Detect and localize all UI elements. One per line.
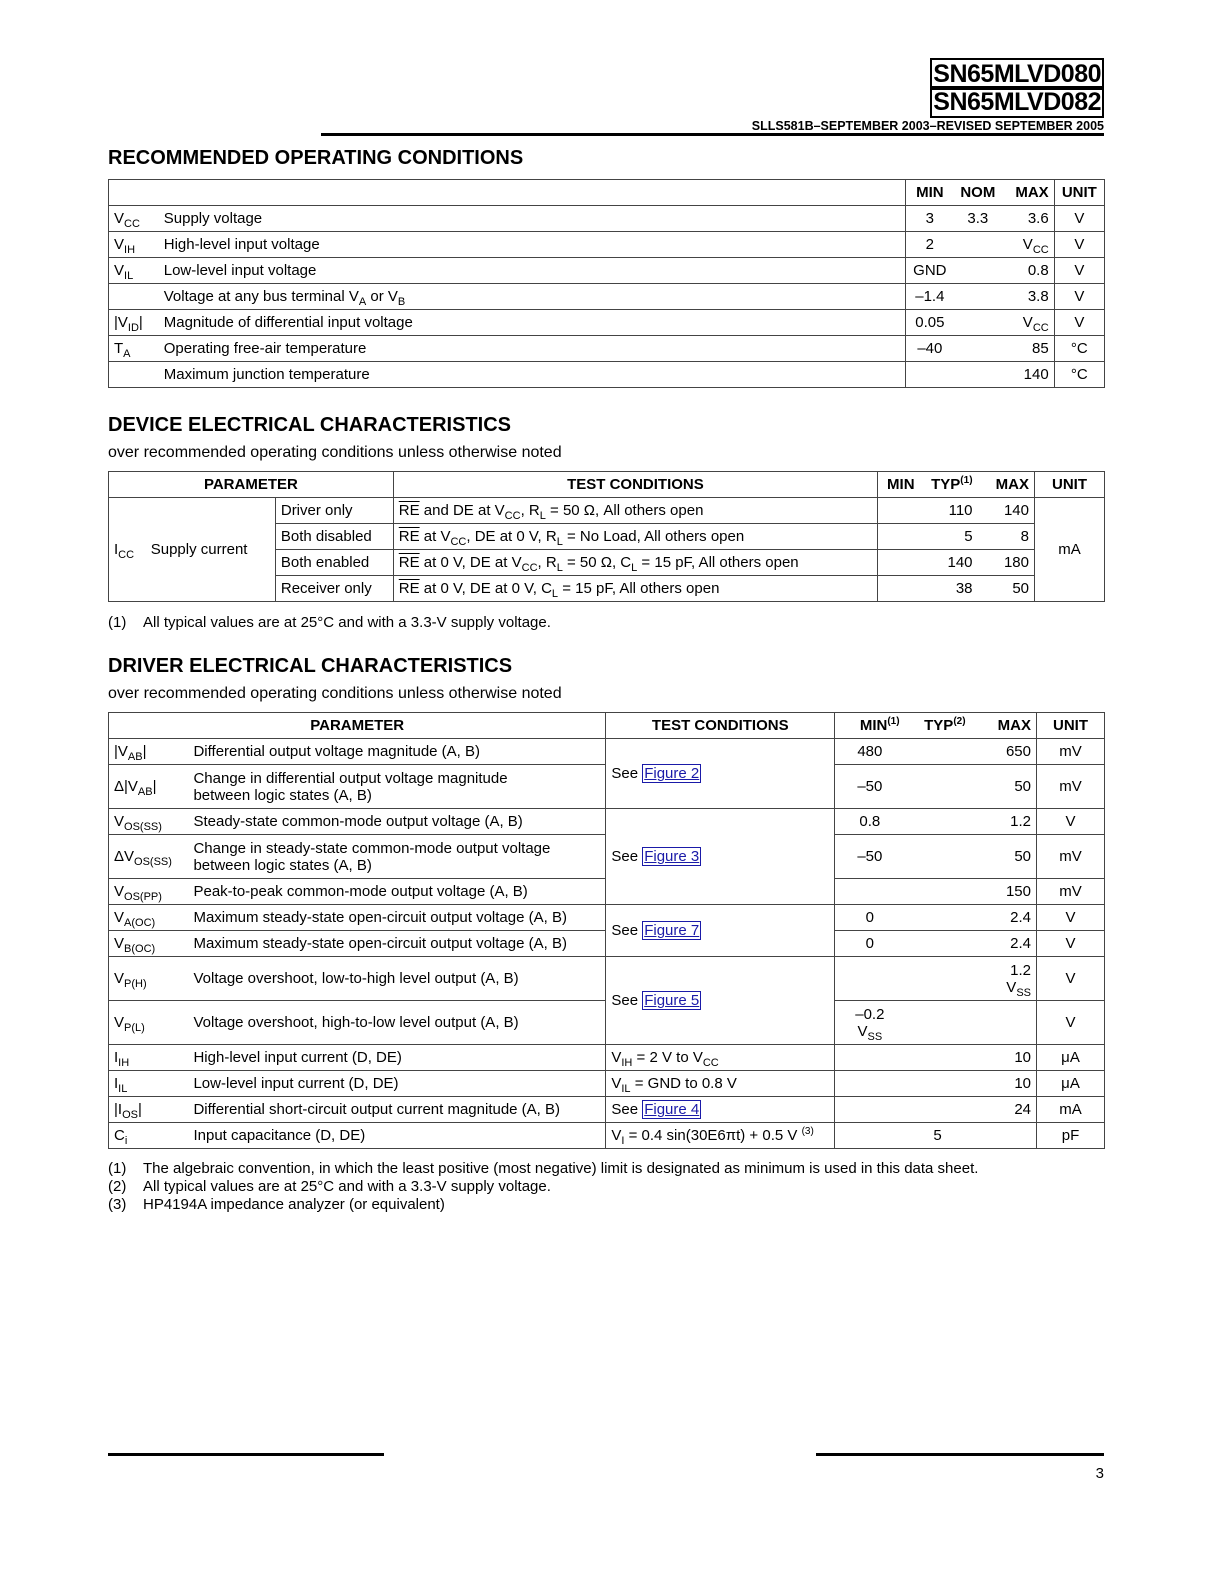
drv-min: 0 <box>835 905 905 931</box>
drv-typ <box>905 957 971 1001</box>
drv-description: Change in steady-state common-mode output voltage between logic states (A, B) <box>188 835 605 879</box>
roc-nom <box>954 258 1002 284</box>
drv-description: Steady-state common-mode output voltage (A, B) <box>188 809 605 835</box>
header-rule <box>321 133 1104 136</box>
roc-description: Supply voltage <box>159 206 906 232</box>
drv-condition: $V_{IL}$ = GND to 0.8 V <box>606 1071 835 1097</box>
table-row <box>109 1123 1105 1149</box>
drv-max: 10 <box>971 1071 1037 1097</box>
drv-unit: mV <box>1037 879 1105 905</box>
dev-condition: $\overline{RE}$ and DE at $V_{CC}$, $R_L = 50$ Ω, All others open <box>393 498 877 524</box>
drv-description: Maximum steady-state open-circuit output voltage (A, B) <box>188 905 605 931</box>
drv-symbol: $V_{A(OC)}$ <box>109 905 189 931</box>
dev-max: 50 <box>978 576 1035 602</box>
part-number-2: SN65MLVD082 <box>930 86 1104 118</box>
table-row <box>109 498 1105 524</box>
drv-description: Differential output voltage magnitude (A, B) <box>188 739 605 765</box>
roc-min: 3 <box>905 206 953 232</box>
drv-header-parameter: PARAMETER <box>109 713 606 739</box>
drv-condition: See Figure 5 <box>606 957 835 1045</box>
table-row <box>109 1097 1105 1123</box>
footer-rule-right <box>816 1453 1104 1456</box>
drv-min: –50 <box>835 835 905 879</box>
drv-typ <box>905 809 971 835</box>
dev-table <box>108 471 1105 602</box>
dev-mode: Both enabled <box>275 550 393 576</box>
drv-header-unit: UNIT <box>1037 713 1105 739</box>
drv-subtitle: over recommended operating conditions unless otherwise noted <box>108 685 562 702</box>
dev-typ: 110 <box>920 498 978 524</box>
drv-max: 2.4 <box>971 931 1037 957</box>
drv-unit: V <box>1037 905 1105 931</box>
table-row <box>109 809 1105 835</box>
drv-header-min: MIN$^{(1)}$ <box>835 713 905 739</box>
drv-typ <box>905 835 971 879</box>
drv-description: Differential short-circuit output current magnitude (A, B) <box>188 1097 605 1123</box>
roc-max: 3.6 <box>1002 206 1054 232</box>
drv-symbol: $|I_{OS}|$ <box>109 1097 189 1123</box>
roc-max: $V_{CC}$ <box>1002 310 1054 336</box>
drv-description: Voltage overshoot, low-to-high level output (A, B) <box>188 957 605 1001</box>
roc-symbol: $T_A$ <box>109 336 159 362</box>
roc-description: Voltage at any bus terminal $V_A$ or $V_B$ <box>159 284 906 310</box>
drv-min: 480 <box>835 739 905 765</box>
dev-typ: 5 <box>920 524 978 550</box>
drv-condition: See Figure 7 <box>606 905 835 957</box>
roc-max: 85 <box>1002 336 1054 362</box>
drv-unit: V <box>1037 809 1105 835</box>
drv-title: DRIVER ELECTRICAL CHARACTERISTICS <box>108 655 513 677</box>
drv-description: Low-level input current (D, DE) <box>188 1071 605 1097</box>
drv-unit: mV <box>1037 765 1105 809</box>
dev-header-unit: UNIT <box>1035 472 1105 498</box>
drv-typ <box>905 1045 971 1071</box>
roc-header-max: MAX <box>1002 180 1054 206</box>
roc-symbol: $V_{IL}$ <box>109 258 159 284</box>
drv-footnote: (1) The algebraic convention, in which the least positive (most negative) limit is designated as minimum is used in this data sheet. <box>108 1160 979 1177</box>
drv-symbol: $\Delta V_{OS(SS)}$ <box>109 835 189 879</box>
table-row <box>109 1071 1105 1097</box>
dev-footnote: (1) All typical values are at 25°C and with a 3.3-V supply voltage. <box>108 614 551 631</box>
roc-header-min: MIN <box>905 180 953 206</box>
roc-nom <box>954 232 1002 258</box>
dev-header-max: MAX <box>978 472 1035 498</box>
roc-min: –40 <box>905 336 953 362</box>
roc-min: 2 <box>905 232 953 258</box>
figure-3-link[interactable]: Figure 3 <box>644 848 700 865</box>
drv-max <box>971 1001 1037 1045</box>
table-row <box>109 232 1105 258</box>
drv-typ <box>905 765 971 809</box>
roc-symbol: $V_{IH}$ <box>109 232 159 258</box>
dev-unit: mA <box>1035 498 1105 602</box>
roc-description: Operating free-air temperature <box>159 336 906 362</box>
dev-mode: Driver only <box>275 498 393 524</box>
roc-unit: V <box>1054 258 1104 284</box>
drv-symbol: $V_{P(H)}$ <box>109 957 189 1001</box>
dev-min <box>878 498 920 524</box>
drv-max: 50 <box>971 835 1037 879</box>
dev-max: 140 <box>978 498 1035 524</box>
drv-symbol: $V_{OS(SS)}$ <box>109 809 189 835</box>
page-number: 3 <box>1095 1465 1104 1482</box>
dev-mode: Both disabled <box>275 524 393 550</box>
drv-typ <box>905 905 971 931</box>
drv-footnote: (2) All typical values are at 25°C and with a 3.3-V supply voltage. <box>108 1178 551 1195</box>
figure-5-link[interactable]: Figure 5 <box>644 992 700 1009</box>
roc-symbol: $|V_{ID}|$ <box>109 310 159 336</box>
roc-max: 3.8 <box>1002 284 1054 310</box>
figure-2-link[interactable]: Figure 2 <box>644 765 700 782</box>
table-row <box>109 258 1105 284</box>
drv-header-test: TEST CONDITIONS <box>606 713 835 739</box>
roc-nom <box>954 336 1002 362</box>
dev-min <box>878 524 920 550</box>
drv-min <box>835 1097 905 1123</box>
table-row <box>109 905 1105 931</box>
dev-min <box>878 576 920 602</box>
dev-subtitle: over recommended operating conditions unless otherwise noted <box>108 444 562 461</box>
figure-7-link[interactable]: Figure 7 <box>644 922 700 939</box>
dev-header-typ: TYP$^{(1)}$ <box>920 472 978 498</box>
drv-unit: mV <box>1037 835 1105 879</box>
dev-header-min: MIN <box>878 472 920 498</box>
roc-min <box>905 362 953 388</box>
table-row <box>109 206 1105 232</box>
dev-title: DEVICE ELECTRICAL CHARACTERISTICS <box>108 414 511 436</box>
drv-unit: V <box>1037 957 1105 1001</box>
drv-description: Change in differential output voltage magnitude between logic states (A, B) <box>188 765 605 809</box>
drv-max: 2.4 <box>971 905 1037 931</box>
roc-table <box>108 179 1105 388</box>
dev-condition: $\overline{RE}$ at 0 V, DE at 0 V, $C_L = 15$ pF, All others open <box>393 576 877 602</box>
roc-unit: V <box>1054 310 1104 336</box>
drv-condition: See Figure 4 <box>606 1097 835 1123</box>
drv-symbol: $|V_{AB}|$ <box>109 739 189 765</box>
roc-description: Maximum junction temperature <box>159 362 906 388</box>
dev-condition: $\overline{RE}$ at 0 V, DE at $V_{CC}$, $R_L = 50$ Ω, $C_L = 15$ pF, All others open <box>393 550 877 576</box>
roc-description: Magnitude of differential input voltage <box>159 310 906 336</box>
table-row <box>109 336 1105 362</box>
drv-min <box>835 1045 905 1071</box>
dev-min <box>878 550 920 576</box>
drv-min <box>835 957 905 1001</box>
roc-symbol: $V_{CC}$ <box>109 206 159 232</box>
dev-typ: 38 <box>920 576 978 602</box>
drv-typ <box>905 1071 971 1097</box>
dev-header-parameter: PARAMETER <box>109 472 394 498</box>
roc-nom <box>954 284 1002 310</box>
roc-symbol <box>109 362 159 388</box>
drv-min: 0.8 <box>835 809 905 835</box>
drv-unit: μA <box>1037 1045 1105 1071</box>
dev-param: $I_{CC}$ Supply current <box>109 498 276 602</box>
drv-description: High-level input current (D, DE) <box>188 1045 605 1071</box>
drv-max: 650 <box>971 739 1037 765</box>
footer-rule-left <box>108 1453 384 1456</box>
roc-header-unit: UNIT <box>1054 180 1104 206</box>
drv-symbol: $I_{IH}$ <box>109 1045 189 1071</box>
drv-typ <box>905 1001 971 1045</box>
roc-symbol <box>109 284 159 310</box>
drv-unit: V <box>1037 1001 1105 1045</box>
dev-typ: 140 <box>920 550 978 576</box>
dev-max: 8 <box>978 524 1035 550</box>
roc-max: 0.8 <box>1002 258 1054 284</box>
roc-description: Low-level input voltage <box>159 258 906 284</box>
dev-mode: Receiver only <box>275 576 393 602</box>
drv-typ: 5 <box>905 1123 971 1149</box>
drv-description: Maximum steady-state open-circuit output voltage (A, B) <box>188 931 605 957</box>
table-row <box>109 1045 1105 1071</box>
table-row <box>109 284 1105 310</box>
table-row <box>109 310 1105 336</box>
drv-condition: $V_{IH} = 2$ V to $V_{CC}$ <box>606 1045 835 1071</box>
roc-max: 140 <box>1002 362 1054 388</box>
drv-unit: pF <box>1037 1123 1105 1149</box>
document-id: SLLS581B–SEPTEMBER 2003–REVISED SEPTEMBER 2005 <box>751 119 1104 133</box>
drv-max: 50 <box>971 765 1037 809</box>
drv-max: 24 <box>971 1097 1037 1123</box>
drv-min <box>835 879 905 905</box>
dev-header-test: TEST CONDITIONS <box>393 472 877 498</box>
drv-symbol: $I_{IL}$ <box>109 1071 189 1097</box>
roc-title: RECOMMENDED OPERATING CONDITIONS <box>108 147 524 169</box>
drv-header-max: MAX <box>971 713 1037 739</box>
drv-max: 1.2 $V_{SS}$ <box>971 957 1037 1001</box>
drv-min <box>835 1071 905 1097</box>
drv-max: 10 <box>971 1045 1037 1071</box>
drv-footnote: (3) HP4194A impedance analyzer (or equivalent) <box>108 1196 445 1213</box>
roc-nom <box>954 310 1002 336</box>
roc-max: $V_{CC}$ <box>1002 232 1054 258</box>
roc-unit: °C <box>1054 336 1104 362</box>
drv-footnotes <box>108 1160 978 1214</box>
roc-nom <box>954 362 1002 388</box>
drv-description: Input capacitance (D, DE) <box>188 1123 605 1149</box>
drv-typ <box>905 931 971 957</box>
drv-unit: mV <box>1037 739 1105 765</box>
dev-max: 180 <box>978 550 1035 576</box>
drv-description: Voltage overshoot, high-to-low level output (A, B) <box>188 1001 605 1045</box>
drv-symbol: $V_{B(OC)}$ <box>109 931 189 957</box>
drv-table <box>108 712 1105 1149</box>
drv-condition: $V_I = 0.4$ sin(30E6πt) + 0.5 V $^{(3)}$ <box>606 1123 835 1149</box>
drv-typ <box>905 739 971 765</box>
drv-unit: mA <box>1037 1097 1105 1123</box>
drv-min: 0 <box>835 931 905 957</box>
roc-unit: °C <box>1054 362 1104 388</box>
roc-unit: V <box>1054 232 1104 258</box>
part-number-1: SN65MLVD080 <box>930 58 1104 90</box>
figure-4-link[interactable]: Figure 4 <box>644 1101 700 1118</box>
drv-typ <box>905 1097 971 1123</box>
drv-symbol: $C_i$ <box>109 1123 189 1149</box>
drv-description: Peak-to-peak common-mode output voltage (A, B) <box>188 879 605 905</box>
table-row <box>109 739 1105 765</box>
drv-max <box>971 1123 1037 1149</box>
drv-symbol: $V_{P(L)}$ <box>109 1001 189 1045</box>
drv-condition: See Figure 3 <box>606 809 835 905</box>
drv-max: 1.2 <box>971 809 1037 835</box>
drv-unit: μA <box>1037 1071 1105 1097</box>
roc-min: 0.05 <box>905 310 953 336</box>
table-row <box>109 362 1105 388</box>
roc-unit: V <box>1054 284 1104 310</box>
table-row <box>109 957 1105 1001</box>
drv-unit: V <box>1037 931 1105 957</box>
drv-min <box>835 1123 905 1149</box>
roc-min: –1.4 <box>905 284 953 310</box>
drv-min: –0.2 $V_{SS}$ <box>835 1001 905 1045</box>
drv-symbol: $V_{OS(PP)}$ <box>109 879 189 905</box>
drv-condition: See Figure 2 <box>606 739 835 809</box>
drv-header-typ: TYP$^{(2)}$ <box>905 713 971 739</box>
roc-header-blank <box>109 180 906 206</box>
roc-description: High-level input voltage <box>159 232 906 258</box>
roc-header-nom: NOM <box>954 180 1002 206</box>
drv-max: 150 <box>971 879 1037 905</box>
roc-unit: V <box>1054 206 1104 232</box>
dev-condition: $\overline{RE}$ at $V_{CC}$, DE at 0 V, $R_L = No$ Load, All others open <box>393 524 877 550</box>
roc-min: GND <box>905 258 953 284</box>
roc-nom: 3.3 <box>954 206 1002 232</box>
drv-min: –50 <box>835 765 905 809</box>
drv-typ <box>905 879 971 905</box>
drv-symbol: $\Delta|V_{AB}|$ <box>109 765 189 809</box>
